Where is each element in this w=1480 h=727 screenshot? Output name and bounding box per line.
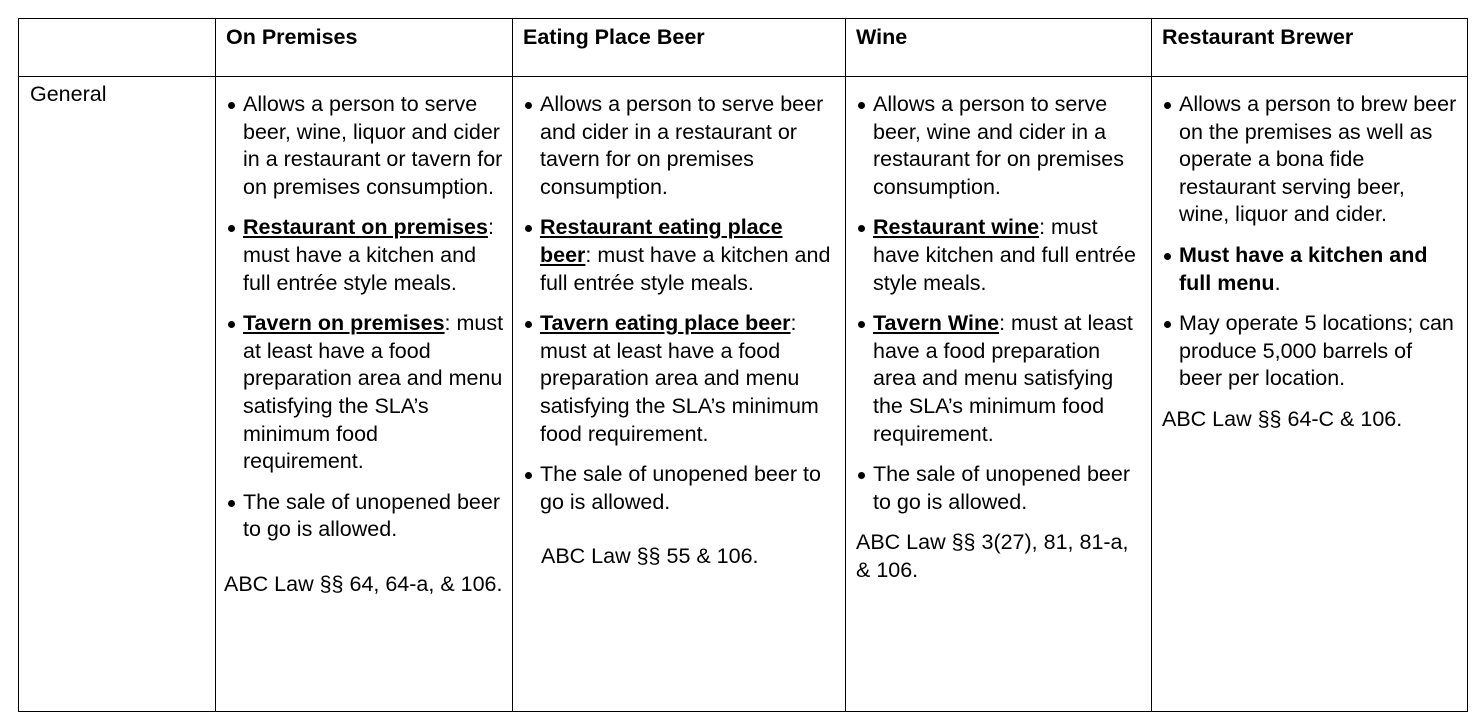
list-item: The sale of unopened beer to go is allowed. [226,489,504,544]
header-cell-wine [846,19,1152,77]
wine-bullets [856,91,1143,516]
term-restaurant-eating-place-beer: Restaurant eating place beer [540,215,783,267]
term-kitchen-full-menu: Must have a kitchen and full menu [1179,242,1428,295]
license-comparison-table [18,18,1468,712]
list-item: Must have a kitchen and full menu. [1162,242,1459,297]
list-item: Allows a person to serve beer, wine, liquor and cider in a restaurant or tavern for on premises consumption. [226,91,504,201]
header-cell-eating-place-beer [513,19,846,77]
list-item: Tavern on premises: must at least have a food preparation area and menu satisfying the SLA’s minimum food requirement. [226,310,504,476]
term-tavern-eating-place-beer: Tavern eating place beer [540,311,791,336]
list-item: The sale of unopened beer to go is allowed. [856,461,1143,516]
term-restaurant-on-premises: Restaurant on premises [243,215,488,240]
header-wine: Wine [856,25,908,49]
list-item: Restaurant eating place beer: must have a kitchen and full entrée style meals. [523,214,837,297]
header-cell-on-premises [216,19,513,77]
law-citation-eating-place-beer: ABC Law §§ 55 & 106. [541,544,759,569]
law-citation-wine: ABC Law §§ 3(27), 81, 81-a, & 106. [856,530,1129,582]
cell-wine [846,77,1152,712]
list-item: Tavern eating place beer: must at least have a food preparation area and menu satisfying the SLA’s minimum food requirement. [523,310,837,448]
header-on-premises: On Premises [226,25,358,49]
row-label-general: General [30,82,107,106]
general-row [19,77,1468,712]
list-item: Restaurant on premises: must have a kitchen and full entrée style meals. [226,214,504,297]
law-citation-on-premises: ABC Law §§ 64, 64-a, & 106. [224,571,503,596]
list-item: Allows a person to serve beer, wine and cider in a restaurant for on premises consumption. [856,91,1143,201]
restaurant-brewer-bullets [1162,91,1459,393]
on-premises-bullets [226,91,504,544]
row-label-cell [19,77,216,712]
term-tavern-on-premises: Tavern on premises [243,311,445,336]
term-tavern-wine: Tavern Wine [873,311,1000,336]
cell-on-premises [216,77,513,712]
list-item: Allows a person to serve beer and cider in a restaurant or tavern for on premises consumption. [523,91,837,201]
cell-restaurant-brewer [1152,77,1468,712]
law-citation-restaurant-brewer: ABC Law §§ 64-C & 106. [1162,406,1403,431]
eating-place-beer-bullets [523,91,837,516]
header-cell-restaurant-brewer [1152,19,1468,77]
list-item: May operate 5 locations; can produce 5,000 barrels of beer per location. [1162,310,1459,393]
header-eating-place-beer: Eating Place Beer [523,25,705,49]
term-restaurant-wine: Restaurant wine [873,215,1040,240]
header-cell-blank [19,19,216,77]
header-row [19,19,1468,77]
list-item: Tavern Wine: must at least have a food preparation area and menu satisfying the SLA’s minimum food requirement. [856,310,1143,448]
list-item: Allows a person to brew beer on the premises as well as operate a bona fide restaurant serving beer, wine, liquor and cider. [1162,91,1459,229]
header-restaurant-brewer: Restaurant Brewer [1162,25,1354,49]
list-item: Restaurant wine: must have kitchen and full entrée style meals. [856,214,1143,297]
header-blank [19,19,215,24]
list-item: The sale of unopened beer to go is allowed. [523,461,837,516]
cell-eating-place-beer [513,77,846,712]
